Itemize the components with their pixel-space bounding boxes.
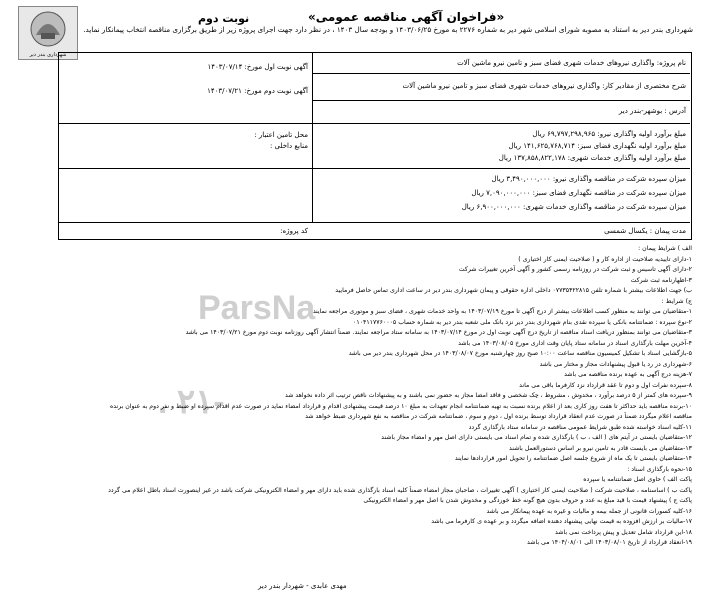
condition-line: پاکت ب ) اساسنامه ، صلاحیت شرکت ( صلاحیت ایمنی کار اختیاری ) آگهی تغییرات ، صاحبان مجاز امضاء ضمناً کلیه اسناد بارگذاری شده باید دارای مهر و امضاء الکترونیکی شرکت باشد در غیر اینصورت اسناد باطل اعلام می گردد [108, 486, 692, 494]
condition-line: ۱-متقاضیان می توانند به منظور کسب اطلاعات بیشتر از درج آگهی تا مورخ ۱۴۰۳/۰۷/۱۹ به واحد خدمات شهری ، فضای سبز و موتوری مراجعه نمایند [312, 308, 692, 315]
condition-line: ب) جهت اطلاعات بیشتر با شماره تلفن ۰۷۷۳۵۴۲۲۸۱۵ داخلی اداره حقوقی و پیمان شهرداری بندر دیر در ساعت اداری تماس حاصل فرمایید [335, 287, 692, 294]
ad-title: «فراخوان آگهی مناقصه عمومی» [308, 10, 505, 24]
table-divider [58, 123, 690, 124]
project-name: نام پروژه: واگذاری نیروهای خدمات شهری فضای سبز و تامین نیرو ماشین آلات [457, 59, 686, 67]
table-divider [312, 73, 690, 74]
condition-line: ۶-شهرداری در رد یا قبول پیشنهادات مجاز و مختار می باشد [539, 360, 692, 368]
project-code: کد پروژه: [280, 227, 308, 235]
condition-line: مناقصه اعلام میگردد ضمناً در صورت عدم انعقاد قرارداد توسط برنده اول ، دوم و سوم ، ضمانتنامه شرکت در مناقصه به نفع شهرداری ضبط خواهد شد [305, 413, 692, 420]
condition-line: ۱۲-متقاضیان بایستی در آیتم های ( الف ، ب ) بارگذاری شده و تمام اسناد می بایستی دارای اصل مهر و امضاء مجاز باشند [381, 434, 692, 441]
condition-line: الف ) شرایط پیمان : [638, 245, 692, 252]
work-summary: شرح مختصری از مقادیر کار: واگذاری نیروهای خدمات شهری فضای سبز و تامین نیرو ماشین آلات [402, 82, 686, 90]
condition-line: ۹-سپرده های کمتر از ۵ درصد برآورد ، مخدوش ، مشروط ، چک شخصی و فاقد امضا مجاز به حضور نمی باشند و به پیشنهادات ناقص ترتیب اثر داده نخواهد شد [285, 392, 692, 399]
condition-line: ج) شرایط : [661, 297, 692, 305]
estimate-line: مبلغ برآورد اولیه واگذاری خدمات شهری: ۱۳۷,۸۵۸,۸۲۲,۱۷۸ ریال [498, 154, 686, 162]
conditions-list [12, 244, 692, 549]
deposit-line: میزان سپرده شرکت در مناقصه واگذاری نیرو: ۳,۴۹۰,۰۰۰,۰۰۰ ریال [491, 175, 686, 183]
watermark-phone: . ۲۱- [158, 383, 225, 421]
deposit-line: میزان سپرده شرکت در مناقصه واگذاری خدمات شهری: ۶,۹۰۰,۰۰۰,۰۰۰ ریال [461, 203, 686, 211]
condition-line: ۱۰-برنده مناقصه باید حداکثر تا هفت روز کاری بعد از اعلام برنده نسبت به تهیه ضمانتنامه انجام تعهدات به مبلغ ۱۰ درصد قیمت پیشنهادی اقدام و قرارداد امضاء نماید در صورت عدم اقدام سپرده او ضبط و نفر دوم به عنوان برنده [109, 402, 692, 410]
condition-line: ۱۶-کلیه کسورات قانونی از جمله بیمه و مالیات و غیره به عهده پیمانکار می باشد [486, 507, 692, 515]
ad-first-date: آگهی نوبت اول مورخ: ۱۴۰۳/۰۷/۱۴ [207, 63, 308, 71]
condition-line: ۳-اظهارنامه ثبت شرکت [630, 276, 692, 284]
round-label: نوبت دوم [198, 12, 250, 25]
logo-text: شهرداری بندر دیر [29, 52, 67, 58]
table-divider [312, 123, 313, 223]
condition-line: ۱-دارای تاییدیه صلاحیت از اداره کار و ( صلاحیت ایمنی کار اختیاری ) [518, 255, 692, 263]
condition-line: ۱۳-متقاضیان می بایست قادر به تامین نیرو بر اساس دستورالعمل باشند [508, 444, 692, 452]
condition-line: ۵-بازگشایی اسناد با تشکیل کمیسیون مناقصه ساعت ۱۰:۰۰ صبح روز چهارشنبه مورخ ۱۴۰۳/۰۸/۰۷ در محل شهرداری بندر دیر می باشد [348, 350, 692, 357]
contract-duration: مدت پیمان : یکسال شمسی [604, 227, 686, 235]
condition-line: ۱۴-متقاضیان بایستی تا یک ماه از شروع جلسه اصل ضمانتنامه را تحویل امور قراردادها نمایند [454, 455, 692, 462]
condition-line: ۱۵-نحوه بارگذاری اسناد : [627, 465, 692, 473]
estimate-line: مبلغ برآورد اولیه واگذاری نیرو: ۶۹,۷۹۷,۲۹۸,۹۶۵ ریال [532, 130, 686, 138]
table-divider [312, 52, 313, 124]
table-divider [58, 222, 690, 223]
condition-line: ۱۷-مالیات بر ارزش افزوده به قیمت نهایی پیشنهاد دهنده اضافه میگردد و بر عهده ی کارفرما می باشد [431, 518, 692, 525]
condition-line: ۷-هزینه درج آگهی به عهده برنده مناقصه می باشد [564, 371, 692, 378]
ad-second-date: آگهی نوبت دوم مورخ: ۱۴۰۳/۰۷/۲۱ [207, 87, 308, 95]
condition-line: ۲-دارای آگهی تاسیس و ثبت شرکت در روزنامه رسمی کشور و آگهی آخرین تغییرات شرکت [458, 266, 692, 273]
signature: مهدی عابدی - شهردار بندر دیر [258, 582, 347, 590]
estimate-line: مبلغ برآورد اولیه نگهداری فضای سبز: ۱۴۱,۶۲۵,۷۶۸,۷۱۴ ریال [508, 142, 686, 150]
condition-line: ۱۱-کلیه اسناد خواسته شده طبق شرایط عمومی مناقصه در سامانه ستاد بارگذاری گردد [468, 423, 692, 431]
intro-text: شهرداری بندر دیر به استناد به مصوبه شورای اسلامی شهر دیر به شماره ۲۲۷۶ به مورخ ۱۴۰۳/۰۶/۲۵ و بودجه سال ۱۴۰۳ ، در نظر دارد جهت اجرای پروژه زیر از طریق برگزاری مناقصه انتخاب پیمانکار نماید. [83, 25, 693, 34]
table-divider [312, 100, 690, 101]
ad-page [8, 4, 696, 600]
condition-line: ۴-آخرین مهلت بارگذاری اسناد در سامانه ستاد پایان وقت اداری مورخ ۱۴۰۳/۰۸/۰۵ می باشد [458, 339, 692, 347]
credit-source-label: محل تامین اعتبار : [254, 131, 308, 139]
condition-line: ۱۹-انعقاد قرارداد از تاریخ ۱۴۰۳/۰۸/۰۱ الی ۱۴۰۴/۰۸/۰۱ می باشد [527, 539, 692, 546]
condition-line: ۱۸-این قرارداد شامل تعدیل و پیش پرداخت نمی باشد [555, 528, 692, 536]
condition-line: ۲-نوع سپرده : ضمانتنامه بانکی یا سپرده نقدی بنام شهرداری بندر دیر نزد بانک ملی شعبه بندر دیر به شماره حساب ۰۱۰۴۱۱۷۷۶۰۰۰۵ [353, 318, 692, 326]
deposit-line: میزان سپرده شرکت در مناقصه نگهداری فضای سبز: ۷,۰۹۰,۰۰۰,۰۰۰ ریال [471, 189, 686, 197]
condition-line: ۳-متقاضیان می توانند بمنظور دریافت اسناد مناقصه از تاریخ درج آگهی نوبت اول در مورخ ۱۴۰۳/۰۷/۱۴ به سامانه ستاد مراجعه نمایند. ضمناً انتشار آگهی روزنامه نوبت دوم مورخ ۱۴۰۳/۰۷/۲۱ می باشد [185, 329, 692, 336]
condition-line: پاکت الف ) حاوی اصل ضمانتنامه یا سپرده [583, 476, 692, 483]
table-divider [58, 168, 690, 169]
condition-line: پاکت ج ) پیشنهاد قیمت با قید مبلغ به عدد و حروف بدون هیچ گونه خط خوردگی و مخدوش شدن با اصل مهر و امضاء الکترونیکی [363, 497, 692, 504]
condition-line: ۸-سپرده نفرات اول و دوم تا عقد قرارداد نزد کارفرما باقی می ماند [519, 381, 692, 389]
funding-label: منابع داخلی : [269, 142, 308, 150]
address: آدرس : بوشهر-بندر دیر [618, 107, 686, 115]
watermark-brand: ParsNa [198, 289, 316, 327]
